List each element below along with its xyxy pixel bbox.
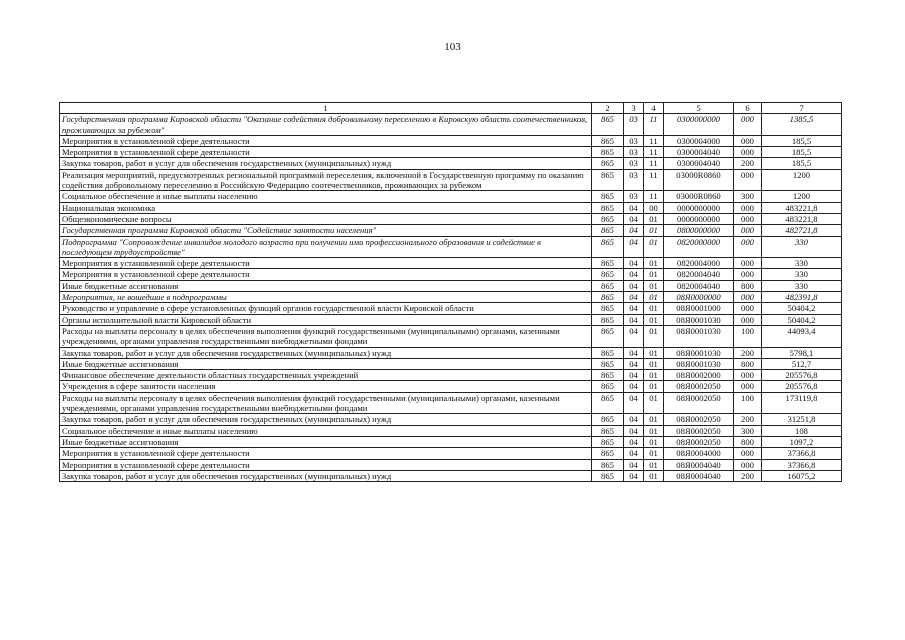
row-ministry-code: 865 bbox=[592, 325, 624, 347]
row-target-article: 0300004040 bbox=[664, 158, 734, 169]
row-name: Мероприятия в установленной сфере деятельности bbox=[60, 135, 592, 146]
row-subsection: 01 bbox=[644, 470, 664, 481]
row-amount: 185,5 bbox=[762, 147, 842, 158]
table-row bbox=[60, 158, 842, 169]
row-name: Общеэкономические вопросы bbox=[60, 213, 592, 224]
row-expense-type: 000 bbox=[734, 292, 762, 303]
row-target-article: 0000000000 bbox=[664, 202, 734, 213]
row-ministry-code: 865 bbox=[592, 358, 624, 369]
row-subsection: 01 bbox=[644, 414, 664, 425]
table-row bbox=[60, 114, 842, 136]
row-subsection: 01 bbox=[644, 269, 664, 280]
row-amount: 512,7 bbox=[762, 358, 842, 369]
table-row bbox=[60, 280, 842, 291]
row-ministry-code: 865 bbox=[592, 114, 624, 136]
row-target-article: 08Я0002050 bbox=[664, 414, 734, 425]
header-row bbox=[60, 103, 842, 114]
row-amount: 50404,2 bbox=[762, 303, 842, 314]
row-expense-type: 000 bbox=[734, 459, 762, 470]
page-number: 103 bbox=[444, 41, 461, 53]
row-subsection: 01 bbox=[644, 358, 664, 369]
row-expense-type: 000 bbox=[734, 114, 762, 136]
table-row bbox=[60, 292, 842, 303]
row-expense-type: 800 bbox=[734, 358, 762, 369]
row-target-article: 0820004040 bbox=[664, 269, 734, 280]
row-expense-type: 000 bbox=[734, 213, 762, 224]
table-body bbox=[60, 114, 842, 482]
row-section: 03 bbox=[624, 191, 644, 202]
row-subsection: 01 bbox=[644, 213, 664, 224]
table-row bbox=[60, 358, 842, 369]
row-subsection: 11 bbox=[644, 114, 664, 136]
col-header-7: 7 bbox=[762, 103, 842, 114]
table-row bbox=[60, 191, 842, 202]
row-amount: 1200 bbox=[762, 169, 842, 191]
row-amount: 330 bbox=[762, 280, 842, 291]
row-target-article: 0820004040 bbox=[664, 280, 734, 291]
table-row bbox=[60, 258, 842, 269]
row-target-article: 08Я0002050 bbox=[664, 436, 734, 447]
row-subsection: 01 bbox=[644, 225, 664, 236]
row-name: Мероприятия в установленной сфере деятельности bbox=[60, 258, 592, 269]
row-target-article: 0820000000 bbox=[664, 236, 734, 258]
row-subsection: 11 bbox=[644, 135, 664, 146]
row-name: Иные бюджетные ассигнования bbox=[60, 280, 592, 291]
row-subsection: 11 bbox=[644, 158, 664, 169]
col-header-1: 1 bbox=[60, 103, 592, 114]
row-ministry-code: 865 bbox=[592, 448, 624, 459]
row-amount: 16075,2 bbox=[762, 470, 842, 481]
table-row bbox=[60, 325, 842, 347]
row-target-article: 0300004040 bbox=[664, 147, 734, 158]
row-name: Социальное обеспечение и иные выплаты населению bbox=[60, 191, 592, 202]
row-target-article: 0300004000 bbox=[664, 135, 734, 146]
col-header-2: 2 bbox=[592, 103, 624, 114]
row-target-article: 08Я0002050 bbox=[664, 392, 734, 414]
row-ministry-code: 865 bbox=[592, 414, 624, 425]
table-row bbox=[60, 225, 842, 236]
row-section: 03 bbox=[624, 135, 644, 146]
row-ministry-code: 865 bbox=[592, 292, 624, 303]
row-expense-type: 800 bbox=[734, 280, 762, 291]
col-header-5: 5 bbox=[664, 103, 734, 114]
row-subsection: 01 bbox=[644, 436, 664, 447]
row-expense-type: 000 bbox=[734, 147, 762, 158]
row-section: 04 bbox=[624, 314, 644, 325]
row-subsection: 00 bbox=[644, 202, 664, 213]
row-section: 04 bbox=[624, 425, 644, 436]
row-expense-type: 000 bbox=[734, 236, 762, 258]
row-expense-type: 000 bbox=[734, 169, 762, 191]
row-subsection: 01 bbox=[644, 459, 664, 470]
row-amount: 483221,8 bbox=[762, 213, 842, 224]
row-name: Государственная программа Кировской области "Содействие занятости населения" bbox=[60, 225, 592, 236]
row-ministry-code: 865 bbox=[592, 158, 624, 169]
row-section: 04 bbox=[624, 448, 644, 459]
row-subsection: 01 bbox=[644, 448, 664, 459]
row-name: Закупка товаров, работ и услуг для обеспечения государственных (муниципальных) нужд bbox=[60, 158, 592, 169]
col-header-3: 3 bbox=[624, 103, 644, 114]
row-target-article: 08Я0001030 bbox=[664, 325, 734, 347]
row-section: 04 bbox=[624, 381, 644, 392]
row-section: 04 bbox=[624, 269, 644, 280]
table-row bbox=[60, 425, 842, 436]
row-subsection: 01 bbox=[644, 314, 664, 325]
row-name: Расходы на выплаты персоналу в целях обеспечения выполнения функций государственными (муниципальными) органами, казенными учреждениями, органами управления государственными внебюджетными фондами bbox=[60, 325, 592, 347]
row-amount: 5798,1 bbox=[762, 347, 842, 358]
col-header-6: 6 bbox=[734, 103, 762, 114]
row-subsection: 11 bbox=[644, 147, 664, 158]
row-section: 03 bbox=[624, 158, 644, 169]
row-ministry-code: 865 bbox=[592, 370, 624, 381]
row-expense-type: 000 bbox=[734, 448, 762, 459]
table-row bbox=[60, 202, 842, 213]
row-subsection: 01 bbox=[644, 236, 664, 258]
row-subsection: 01 bbox=[644, 258, 664, 269]
row-section: 03 bbox=[624, 114, 644, 136]
row-expense-type: 000 bbox=[734, 225, 762, 236]
row-expense-type: 200 bbox=[734, 347, 762, 358]
row-amount: 1097,2 bbox=[762, 436, 842, 447]
table-row bbox=[60, 381, 842, 392]
row-expense-type: 000 bbox=[734, 381, 762, 392]
table-row bbox=[60, 213, 842, 224]
row-section: 03 bbox=[624, 147, 644, 158]
row-name: Социальное обеспечение и иные выплаты населению bbox=[60, 425, 592, 436]
row-name: Закупка товаров, работ и услуг для обеспечения государственных (муниципальных) нужд bbox=[60, 470, 592, 481]
row-name: Мероприятия, не вошедшие в подпрограммы bbox=[60, 292, 592, 303]
table-row bbox=[60, 370, 842, 381]
row-ministry-code: 865 bbox=[592, 213, 624, 224]
row-section: 04 bbox=[624, 225, 644, 236]
row-ministry-code: 865 bbox=[592, 147, 624, 158]
row-section: 04 bbox=[624, 414, 644, 425]
row-name: Национальная экономика bbox=[60, 202, 592, 213]
row-target-article: 08Я0000000 bbox=[664, 292, 734, 303]
row-name: Закупка товаров, работ и услуг для обеспечения государственных (муниципальных) нужд bbox=[60, 347, 592, 358]
row-expense-type: 100 bbox=[734, 325, 762, 347]
row-target-article: 08Я0002050 bbox=[664, 381, 734, 392]
table-row bbox=[60, 414, 842, 425]
row-section: 03 bbox=[624, 169, 644, 191]
row-expense-type: 000 bbox=[734, 258, 762, 269]
table-row bbox=[60, 470, 842, 481]
row-expense-type: 000 bbox=[734, 135, 762, 146]
row-subsection: 01 bbox=[644, 325, 664, 347]
table-row bbox=[60, 236, 842, 258]
row-section: 04 bbox=[624, 392, 644, 414]
row-name: Органы исполнительной власти Кировской области bbox=[60, 314, 592, 325]
table-row bbox=[60, 135, 842, 146]
row-ministry-code: 865 bbox=[592, 258, 624, 269]
row-name: Расходы на выплаты персоналу в целях обеспечения выполнения функций государственными (муниципальными) органами, казенными учреждениями, органами управления государственными внебюджетными фондами bbox=[60, 392, 592, 414]
table-row bbox=[60, 392, 842, 414]
row-target-article: 08Я0001030 bbox=[664, 314, 734, 325]
row-section: 04 bbox=[624, 258, 644, 269]
row-target-article: 0300000000 bbox=[664, 114, 734, 136]
row-section: 04 bbox=[624, 303, 644, 314]
row-target-article: 03000R0860 bbox=[664, 191, 734, 202]
row-name: Мероприятия в установленной сфере деятельности bbox=[60, 448, 592, 459]
row-target-article: 08Я0001000 bbox=[664, 303, 734, 314]
row-amount: 482721,8 bbox=[762, 225, 842, 236]
row-ministry-code: 865 bbox=[592, 381, 624, 392]
row-expense-type: 200 bbox=[734, 414, 762, 425]
table-row bbox=[60, 314, 842, 325]
row-amount: 108 bbox=[762, 425, 842, 436]
row-section: 04 bbox=[624, 325, 644, 347]
row-ministry-code: 865 bbox=[592, 303, 624, 314]
row-name: Государственная программа Кировской области "Оказание содействия добровольному переселению в Кировскую область соотечественников, проживающих за рубежом" bbox=[60, 114, 592, 136]
row-name: Подпрограмма "Сопровождение инвалидов молодого возраста при получении ими профессионального образования и содействие в последующем трудоустройстве" bbox=[60, 236, 592, 258]
table-row bbox=[60, 459, 842, 470]
table-row bbox=[60, 147, 842, 158]
row-section: 04 bbox=[624, 358, 644, 369]
table-row bbox=[60, 448, 842, 459]
row-target-article: 0820004000 bbox=[664, 258, 734, 269]
row-amount: 44093,4 bbox=[762, 325, 842, 347]
row-target-article: 08Я0001030 bbox=[664, 358, 734, 369]
row-amount: 185,5 bbox=[762, 135, 842, 146]
row-ministry-code: 865 bbox=[592, 236, 624, 258]
row-expense-type: 000 bbox=[734, 269, 762, 280]
row-expense-type: 200 bbox=[734, 470, 762, 481]
row-expense-type: 000 bbox=[734, 202, 762, 213]
row-amount: 37366,8 bbox=[762, 459, 842, 470]
row-section: 04 bbox=[624, 436, 644, 447]
row-amount: 330 bbox=[762, 269, 842, 280]
row-ministry-code: 865 bbox=[592, 169, 624, 191]
row-section: 04 bbox=[624, 347, 644, 358]
row-name: Иные бюджетные ассигнования bbox=[60, 436, 592, 447]
row-subsection: 01 bbox=[644, 347, 664, 358]
row-section: 04 bbox=[624, 370, 644, 381]
row-ministry-code: 865 bbox=[592, 459, 624, 470]
row-subsection: 01 bbox=[644, 303, 664, 314]
row-expense-type: 000 bbox=[734, 314, 762, 325]
row-amount: 185,5 bbox=[762, 158, 842, 169]
row-amount: 205576,8 bbox=[762, 381, 842, 392]
row-expense-type: 000 bbox=[734, 370, 762, 381]
row-subsection: 01 bbox=[644, 292, 664, 303]
row-amount: 330 bbox=[762, 258, 842, 269]
row-name: Учреждения в сфере занятости населения bbox=[60, 381, 592, 392]
row-section: 04 bbox=[624, 236, 644, 258]
row-ministry-code: 865 bbox=[592, 135, 624, 146]
row-ministry-code: 865 bbox=[592, 425, 624, 436]
row-section: 04 bbox=[624, 292, 644, 303]
row-section: 04 bbox=[624, 280, 644, 291]
table-row bbox=[60, 303, 842, 314]
row-target-article: 08Я0002050 bbox=[664, 425, 734, 436]
row-ministry-code: 865 bbox=[592, 225, 624, 236]
row-subsection: 01 bbox=[644, 425, 664, 436]
row-name: Финансовое обеспечение деятельности областных государственных учреждений bbox=[60, 370, 592, 381]
budget-table bbox=[59, 102, 842, 482]
row-name: Руководство и управление в сфере установленных функций органов государственной власти Кировской области bbox=[60, 303, 592, 314]
row-name: Закупка товаров, работ и услуг для обеспечения государственных (муниципальных) нужд bbox=[60, 414, 592, 425]
row-target-article: 03000R0860 bbox=[664, 169, 734, 191]
row-name: Мероприятия в установленной сфере деятельности bbox=[60, 147, 592, 158]
col-header-4: 4 bbox=[644, 103, 664, 114]
row-subsection: 11 bbox=[644, 191, 664, 202]
row-target-article: 0800000000 bbox=[664, 225, 734, 236]
row-amount: 483221,8 bbox=[762, 202, 842, 213]
row-name: Реализация мероприятий, предусмотренных региональной программой переселения, включенной в Государственную программу по оказанию содействия добровольному переселению в Российскую Федерацию соотечественников, проживающих за рубежом bbox=[60, 169, 592, 191]
row-subsection: 01 bbox=[644, 392, 664, 414]
row-amount: 31251,8 bbox=[762, 414, 842, 425]
row-ministry-code: 865 bbox=[592, 280, 624, 291]
row-amount: 1385,5 bbox=[762, 114, 842, 136]
table-row bbox=[60, 169, 842, 191]
row-amount: 50404,2 bbox=[762, 314, 842, 325]
row-ministry-code: 865 bbox=[592, 202, 624, 213]
row-amount: 205576,8 bbox=[762, 370, 842, 381]
row-amount: 1200 bbox=[762, 191, 842, 202]
row-subsection: 11 bbox=[644, 169, 664, 191]
row-section: 04 bbox=[624, 202, 644, 213]
row-target-article: 0000000000 bbox=[664, 213, 734, 224]
row-target-article: 08Я0004040 bbox=[664, 459, 734, 470]
row-ministry-code: 865 bbox=[592, 347, 624, 358]
table-header bbox=[60, 103, 842, 114]
row-section: 04 bbox=[624, 213, 644, 224]
row-name: Мероприятия в установленной сфере деятельности bbox=[60, 459, 592, 470]
row-expense-type: 000 bbox=[734, 303, 762, 314]
row-amount: 330 bbox=[762, 236, 842, 258]
row-ministry-code: 865 bbox=[592, 314, 624, 325]
row-target-article: 08Я0004040 bbox=[664, 470, 734, 481]
row-ministry-code: 865 bbox=[592, 191, 624, 202]
row-expense-type: 200 bbox=[734, 158, 762, 169]
row-section: 04 bbox=[624, 459, 644, 470]
table-row bbox=[60, 436, 842, 447]
table-row bbox=[60, 269, 842, 280]
row-name: Иные бюджетные ассигнования bbox=[60, 358, 592, 369]
row-name: Мероприятия в установленной сфере деятельности bbox=[60, 269, 592, 280]
row-amount: 37366,8 bbox=[762, 448, 842, 459]
row-subsection: 01 bbox=[644, 280, 664, 291]
row-target-article: 08Я0004000 bbox=[664, 448, 734, 459]
row-section: 04 bbox=[624, 470, 644, 481]
row-amount: 482391,8 bbox=[762, 292, 842, 303]
row-subsection: 01 bbox=[644, 381, 664, 392]
row-ministry-code: 865 bbox=[592, 470, 624, 481]
table-row bbox=[60, 347, 842, 358]
row-target-article: 08Я0002000 bbox=[664, 370, 734, 381]
row-amount: 173119,8 bbox=[762, 392, 842, 414]
row-ministry-code: 865 bbox=[592, 392, 624, 414]
row-target-article: 08Я0001030 bbox=[664, 347, 734, 358]
row-expense-type: 300 bbox=[734, 425, 762, 436]
row-expense-type: 100 bbox=[734, 392, 762, 414]
row-ministry-code: 865 bbox=[592, 269, 624, 280]
row-expense-type: 300 bbox=[734, 191, 762, 202]
row-subsection: 01 bbox=[644, 370, 664, 381]
row-ministry-code: 865 bbox=[592, 436, 624, 447]
row-expense-type: 800 bbox=[734, 436, 762, 447]
